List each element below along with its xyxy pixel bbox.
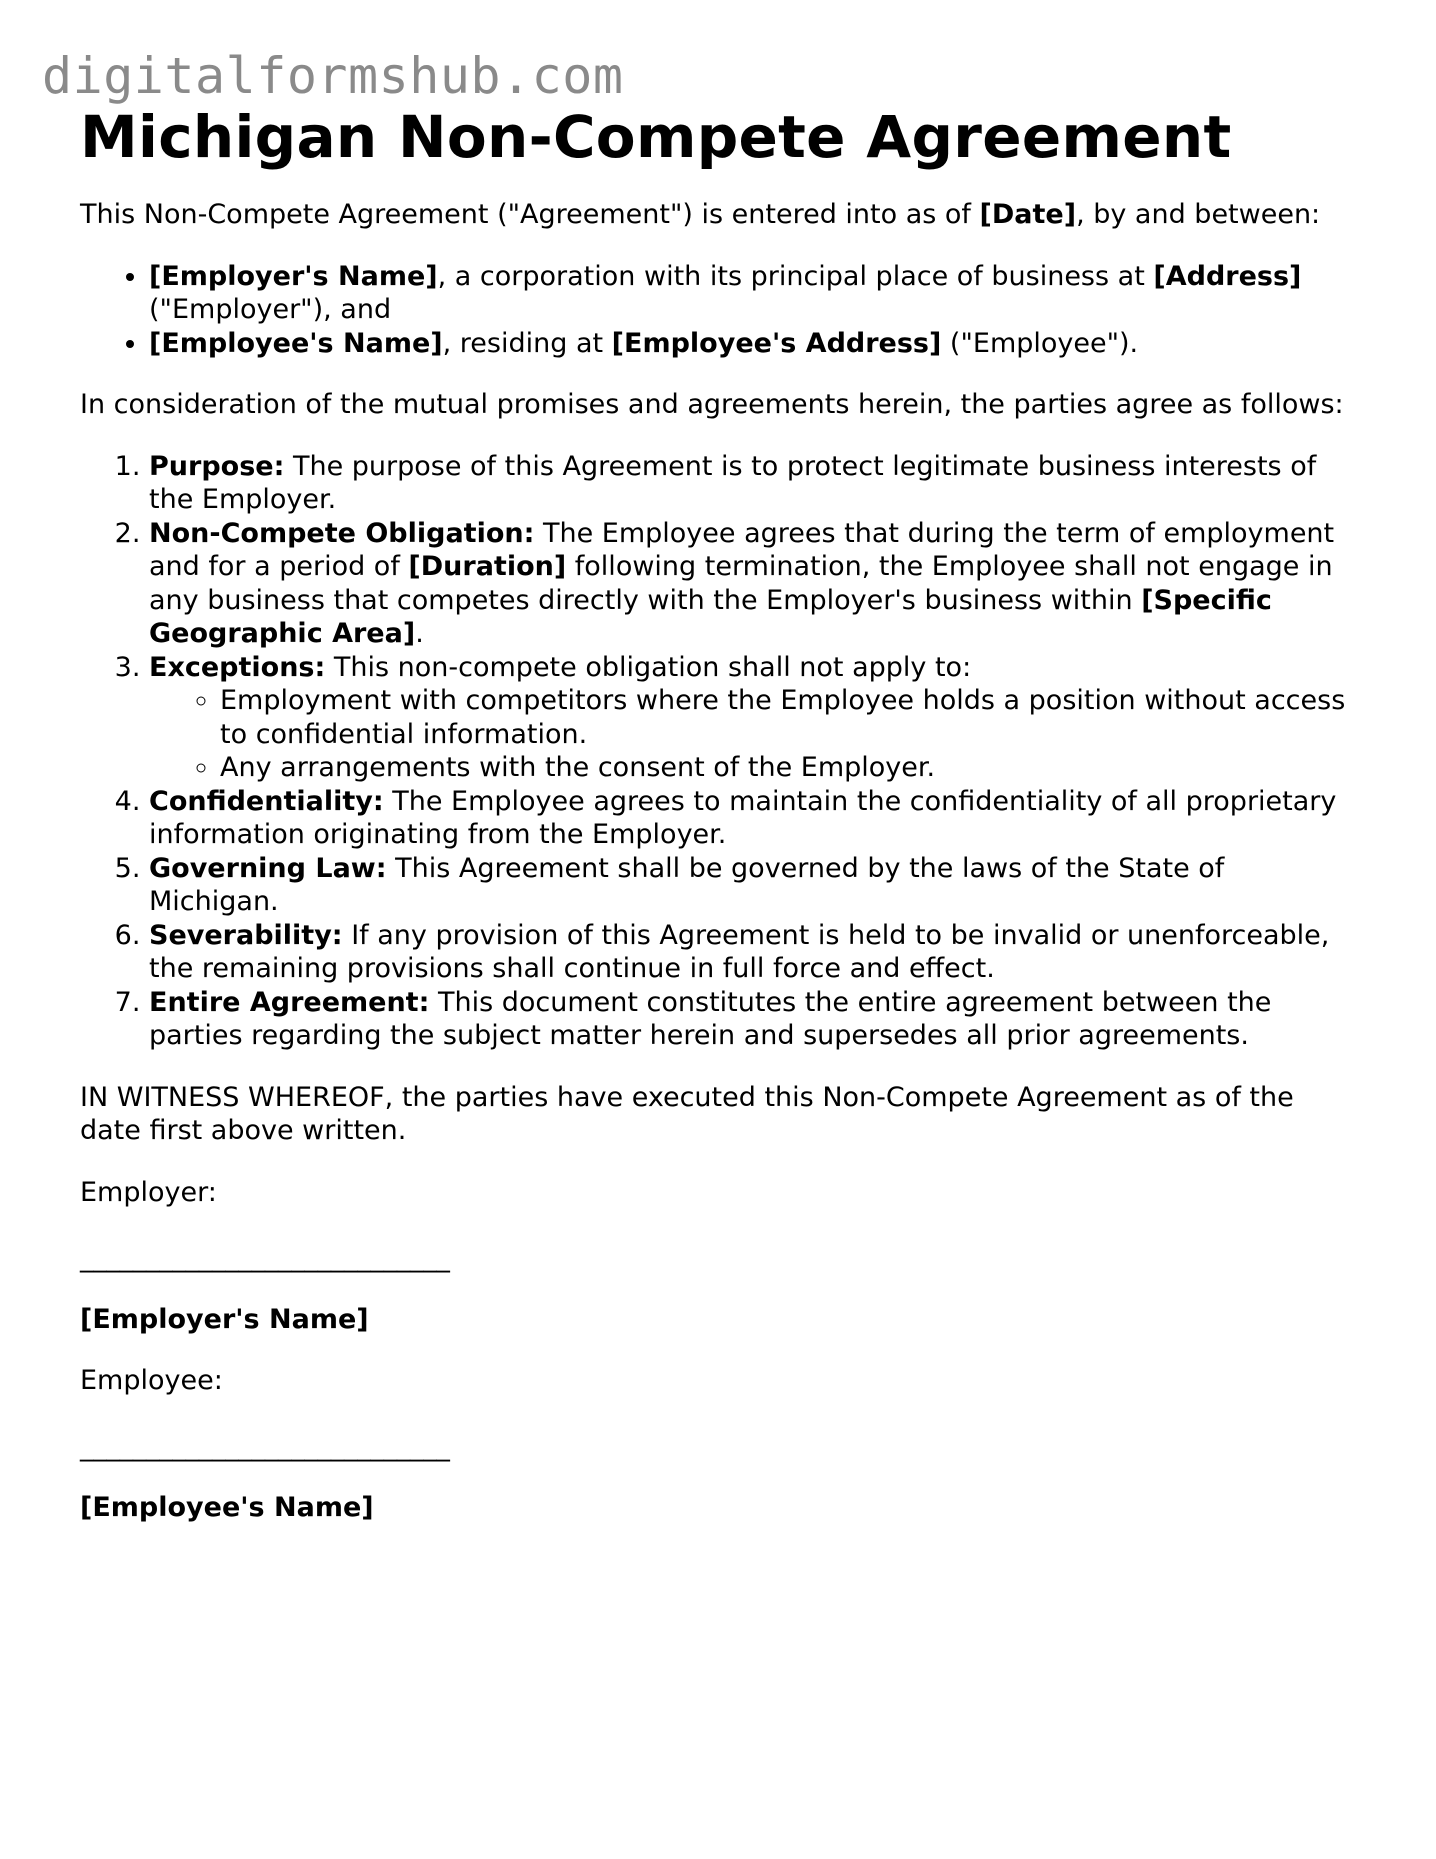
clause-heading: Purpose: xyxy=(149,450,285,482)
clause-text: following termination, the Employee shall not engage in any business that competes directly with the Employer's business within xyxy=(149,551,1333,616)
clauses-list xyxy=(80,450,1360,1053)
clause-heading: Non-Compete Obligation: xyxy=(149,517,535,549)
clause-heading: Severability: xyxy=(149,919,343,951)
employee-name-field: [Employee's Name] xyxy=(149,327,443,359)
employer-text-1: , a corporation with its principal place of business at xyxy=(437,260,1154,292)
watermark-text: digitalformshub.com xyxy=(42,47,624,105)
clause-heading: Governing Law: xyxy=(149,852,387,884)
clause-text: This non-compete obligation shall not apply to: xyxy=(325,651,972,683)
employer-name-field: [Employer's Name] xyxy=(149,260,438,292)
party-employee xyxy=(149,327,1360,361)
employee-text-2: ("Employee"). xyxy=(941,327,1139,359)
employer-address-field: [Address] xyxy=(1153,260,1302,292)
clause-text: The purpose of this Agreement is to protect legitimate business interests of the Employer. xyxy=(149,450,1317,515)
clause-heading: Entire Agreement: xyxy=(149,986,430,1018)
clause-entire-agreement xyxy=(149,986,1360,1053)
duration-field: [Duration] xyxy=(408,551,567,582)
exception-item: ◦ Any arrangements with the consent of the Employer. xyxy=(220,751,1360,785)
employee-address-field: [Employee's Address] xyxy=(611,327,942,359)
employee-signature-label: Employee: xyxy=(80,1365,223,1396)
document-title: Michigan Non-Compete Agreement xyxy=(80,103,1232,171)
clause-non-compete xyxy=(149,517,1360,651)
exceptions-list xyxy=(149,684,1360,785)
clause-text: If any provision of this Agreement is held to be invalid or unenforceable, the remaining provisions shall continue in full force and effect. xyxy=(149,919,1330,984)
party-employer xyxy=(149,260,1360,327)
clause-text: The Employee agrees to maintain the confidentiality of all proprietary information originating from the Employer. xyxy=(149,785,1337,850)
employer-signature-name: [Employer's Name] xyxy=(80,1303,369,1335)
clause-heading: Confidentiality: xyxy=(149,785,384,817)
clause-confidentiality xyxy=(149,785,1360,852)
geographic-area-field: [Specific Geographic Area] xyxy=(149,584,1272,649)
clause-severability xyxy=(149,919,1360,986)
clause-text: This document constitutes the entire agreement between the parties regarding the subject matter herein and supersedes all prior agreements. xyxy=(149,986,1272,1051)
clause-heading: Exceptions: xyxy=(149,651,326,683)
clause-exceptions xyxy=(149,651,1360,785)
employee-text-1: , residing at xyxy=(442,327,612,359)
employee-signature-block xyxy=(80,1364,1360,1525)
date-field: [Date] xyxy=(979,199,1077,230)
employer-signature-line[interactable]: ____________________________ xyxy=(80,1242,450,1273)
employer-signature-label: Employer: xyxy=(80,1176,217,1208)
employer-text-2: ("Employer"), and xyxy=(149,294,392,325)
employee-signature-line[interactable]: ____________________________ xyxy=(80,1430,450,1462)
clause-purpose xyxy=(149,450,1360,517)
intro-paragraph xyxy=(80,198,1360,232)
intro-text-2: , by and between: xyxy=(1076,199,1321,230)
witness-paragraph: IN WITNESS WHEREOF, the parties have executed this Non-Compete Agreement as of the date first above written. xyxy=(80,1081,1294,1146)
employer-signature-block xyxy=(80,1176,1360,1337)
exception-item: ◦ Employment with competitors where the Employee holds a position without access to confidential information. xyxy=(220,684,1360,751)
clause-governing-law xyxy=(149,852,1360,919)
employee-signature-name: [Employee's Name] xyxy=(80,1492,374,1523)
clause-text: . xyxy=(415,618,424,649)
parties-list xyxy=(80,260,1360,361)
clause-text: The Employee agrees that during the term of employment and for a period of xyxy=(149,517,1335,582)
document-body xyxy=(80,100,1360,1553)
intro-text-1: This Non-Compete Agreement ("Agreement") is entered into as of xyxy=(80,199,980,230)
clause-text: This Agreement shall be governed by the laws of the State of Michigan. xyxy=(149,852,1225,917)
consideration-paragraph: In consideration of the mutual promises and agreements herein, the parties agree as follows: xyxy=(80,389,1344,420)
